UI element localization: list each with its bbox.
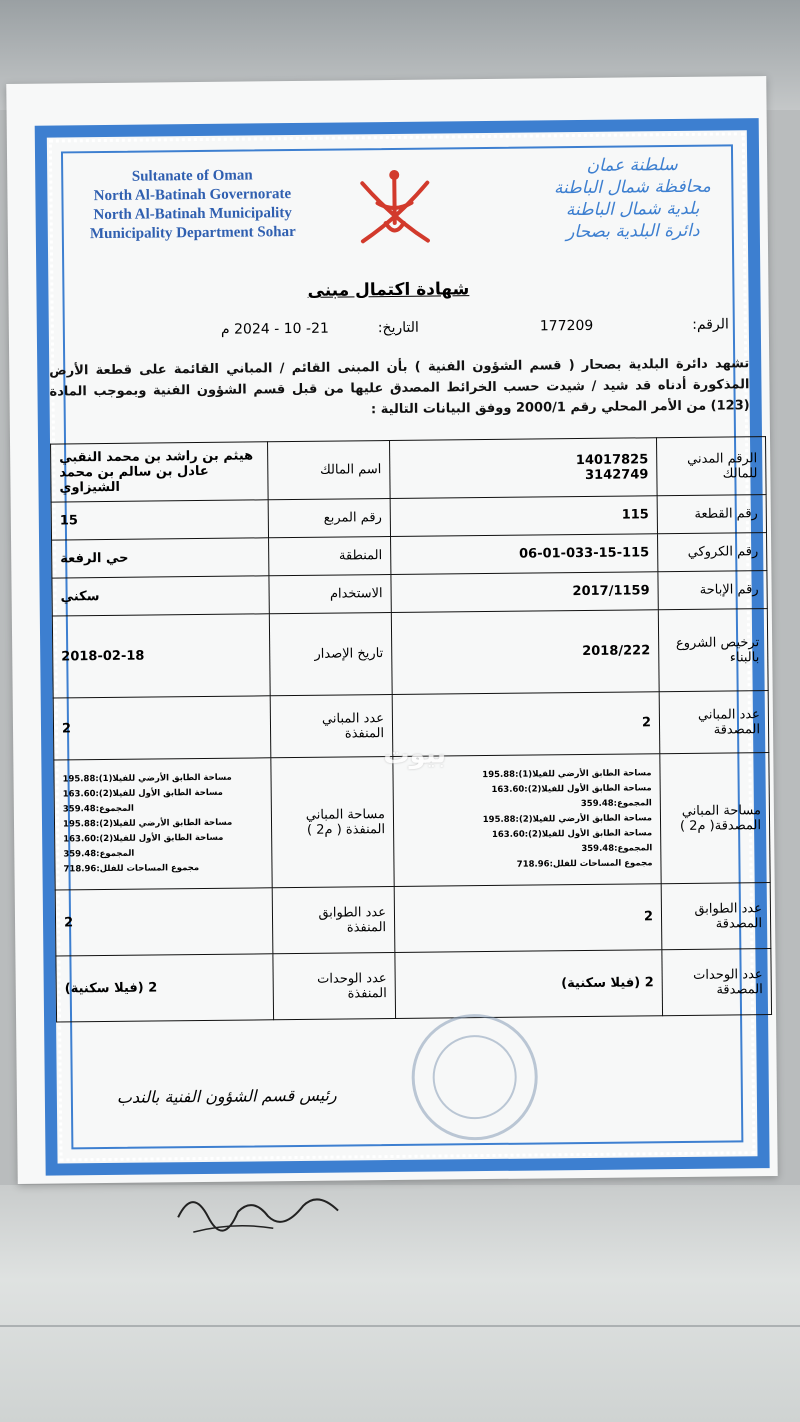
table-cell-v2: 15 — [51, 500, 268, 540]
table-cell-l1: رقم الإباحة — [658, 571, 767, 610]
official-stamp — [411, 1014, 538, 1141]
table-cell-v2: سكني — [52, 576, 269, 616]
table-cell-v1: 06-01-033-15-115 — [391, 534, 658, 575]
table-cell-v1: 2017/1159 — [391, 572, 658, 613]
table-cell-l1: رقم القطعة — [657, 495, 766, 534]
date-label: التاريخ: — [377, 319, 419, 337]
table-cell-l1: مساحة المباني المصدقة( م2 ) — [660, 753, 770, 884]
table-cell-l2: عدد المباني المنفذة — [270, 695, 393, 758]
header-line: سلطنة عمان — [586, 154, 678, 176]
header-line: Municipality Department Sohar — [89, 223, 296, 243]
table-cell-v2: 2 — [55, 888, 273, 956]
table-cell-v2: حي الرفعة — [52, 538, 269, 578]
table-cell-v1: 14017825 3142749 — [390, 438, 658, 499]
oman-emblem-icon — [347, 162, 443, 253]
header-line: دائرة البلدية بصحار — [566, 220, 700, 243]
certificate-paper — [6, 76, 777, 1184]
table-cell-v1: 2018/222 — [391, 610, 659, 695]
table-cell-l2: الاستخدام — [269, 575, 391, 614]
certificate-content — [47, 131, 763, 1163]
table-cell-v2: 2 — [53, 696, 271, 760]
certificate-title: شهادة اكتمال مبنى — [307, 279, 470, 301]
table-cell-v2: مساحة الطابق الأرضي للفيلا(1):195.88 مساحة الطابق الأول للفيلا(2):163.60 المجموع:359.48 مساحة الطابق الأرضي للفيلا(2):195.88 مساحة الطابق الأول للفيلا(2):163.60 المجموع:359.48 مجموع المساحات للفلل:718.96 — [54, 758, 272, 890]
date-value: 21- 10 - 2024 م — [220, 320, 329, 338]
number-label: الرقم: — [692, 316, 729, 333]
header-line: بلدية شمال الباطنة — [565, 198, 700, 221]
table-cell-l2: المنطقة — [269, 537, 391, 576]
table-cell-l2: عدد الطوابق المنفذة — [272, 886, 395, 953]
table-row — [56, 949, 772, 1022]
table-cell-l2: مساحة المباني المنفذة ( م2 ) — [271, 756, 394, 887]
table-cell-v1: 2 — [394, 884, 662, 953]
date-field — [221, 320, 419, 338]
background-glass — [0, 1185, 800, 1422]
table-row — [54, 753, 770, 890]
glass-edge — [0, 1325, 800, 1327]
table-cell-l1: عدد الطوابق المصدقة — [661, 883, 771, 950]
handwritten-signature — [173, 1176, 344, 1238]
table-cell-l1: الرقم المدني للمالك — [657, 437, 767, 496]
table-cell-v1: 2 (فيلا سكنية) — [395, 950, 663, 1019]
table-cell-l1: ترخيص الشروع بالبناء — [658, 609, 768, 692]
table-cell-v2: 2 (فيلا سكنية) — [56, 954, 274, 1022]
watermark-logo: بيوت — [383, 739, 447, 771]
arabic-header — [527, 153, 738, 243]
header-line: Sultanate of Oman — [131, 167, 253, 185]
table-cell-l2: عدد الوحدات المنفذة — [273, 952, 396, 1019]
table-cell-v2: هيثم بن راشد بن محمد النقبي عادل بن سالم بن محمد الشيزاوي — [51, 442, 269, 502]
table-cell-l1: عدد المباني المصدقة — [659, 691, 769, 754]
table-cell-v1: مساحة الطابق الأرضي للفيلا(1):195.88 مساحة الطابق الأول للفيلا(2):163.60 المجموع:359.48 مساحة الطابق الأرضي للفيلا(2):195.88 مساحة الطابق الأول للفيلا(2):163.60 المجموع:359.48 مجموع المساحات للفلل:718.96 — [393, 754, 661, 887]
table-cell-l1: رقم الكروكي — [658, 533, 767, 572]
table-cell-l2: تاريخ الإصدار — [269, 613, 392, 696]
table-row — [55, 883, 771, 956]
number-value: 177209 — [539, 317, 594, 335]
header-line: North Al-Batinah Municipality — [93, 205, 292, 224]
table-cell-v1: 2 — [392, 692, 660, 757]
english-header — [87, 166, 298, 244]
header-line: محافظة شمال الباطنة — [553, 176, 711, 199]
table-row — [52, 609, 768, 698]
table-cell-v2: 2018-02-18 — [52, 614, 270, 698]
table-cell-v1: 115 — [390, 496, 657, 537]
signature-caption: رئيس قسم الشؤون الفنية بالندب — [116, 1085, 337, 1107]
table-cell-l2: اسم المالك — [268, 441, 391, 500]
certificate-table — [50, 436, 772, 1022]
intro-paragraph: تشهد دائرة البلدية بصحار ( قسم الشؤون الفنية ) بأن المبنى القائم / المباني القائمة على قطعة الأرض المذكورة أدناه قد شيد / شيدت حسب الخرائط المصدق عليها من قبل قسم الشؤون الفنية وبموجب المادة (123) من الأمر المحلي رقم 2000/1 ووفق البيانات التالية : — [49, 356, 750, 418]
table-row — [51, 437, 767, 502]
header-line: North Al-Batinah Governorate — [93, 186, 292, 205]
table-cell-l2: رقم المربع — [268, 499, 390, 538]
table-cell-l1: عدد الوحدات المصدقة — [662, 949, 772, 1016]
number-field — [540, 316, 729, 334]
